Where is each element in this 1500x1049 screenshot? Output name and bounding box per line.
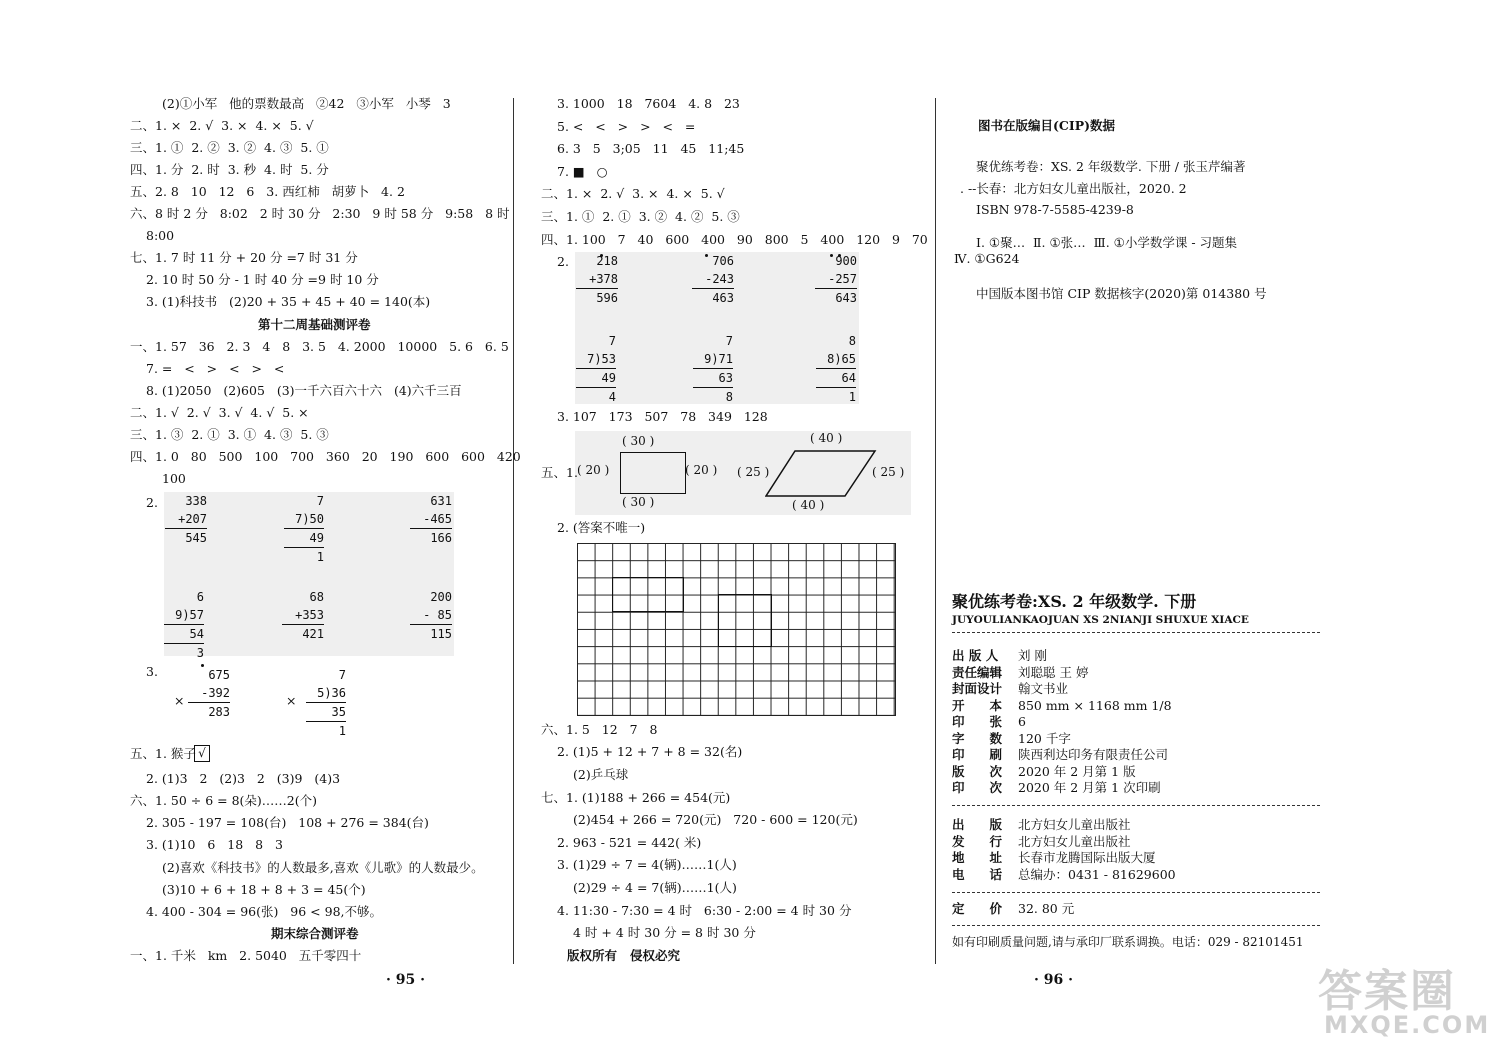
quality-notice: 如有印刷质量问题,请与承印厂联系调换。电话：029 - 82101451 (952, 935, 1304, 949)
answer-line: 三、1. ① 2. ② 3. ② 4. ③ 5. ① (130, 140, 329, 155)
vertical-calc (188, 666, 230, 721)
info-row (952, 681, 1172, 698)
calc-row: 63 (693, 368, 733, 387)
page-number-left: · 95 · (386, 972, 425, 988)
calc-row: 49 (576, 368, 616, 387)
calc-result: 421 (282, 624, 324, 643)
calc-row: 5)36 (317, 686, 346, 700)
calc-result: 115 (410, 624, 452, 643)
division-calc (284, 492, 324, 566)
calc-row: 35 (306, 702, 346, 721)
division-calc (306, 666, 346, 740)
info-row (952, 731, 1172, 748)
info-row (952, 780, 1172, 797)
info-row (952, 747, 1172, 764)
division-calc (164, 588, 204, 662)
price-info (952, 901, 1074, 918)
rect-top-label: ( 30 ) (622, 434, 655, 448)
info-row (952, 698, 1172, 715)
calc-row: 9)71 (704, 352, 733, 366)
answer-line: (2)①小军 他的票数最高 ②42 ③小军 小琴 3 (162, 96, 451, 111)
answer-line: 2. (1)5 + 12 + 7 + 8 = 32(名) (557, 744, 743, 759)
calc-result: 8 (693, 387, 733, 406)
answer-line: 100 (162, 471, 186, 486)
calc-result: 463 (692, 288, 734, 307)
division-calc (816, 332, 856, 406)
answer-line: 四、1. 分 2. 时 3. 秒 4. 时 5. 分 (130, 162, 329, 177)
divider (952, 632, 1320, 633)
info-value: 2020 年 2 月第 1 次印刷 (1018, 780, 1161, 795)
calc-result: 166 (410, 528, 452, 547)
answer-line: 四、1. 0 80 500 100 700 360 20 190 600 600 420 (130, 449, 521, 464)
answer-line: 6. 3 5 3;05 11 45 11;45 (557, 141, 745, 156)
calc-row: -243 (705, 272, 734, 286)
calc-row: 49 (284, 528, 324, 547)
calc-row: 64 (816, 368, 856, 387)
calc-result: 3 (164, 643, 204, 662)
info-key: 封面设计 (952, 681, 1003, 696)
cip-line: 中国版本图书馆 CIP 数据核字(2020)第 014380 号 (976, 286, 1267, 301)
answer-line: 3. (1)科技书 (2)20 + 35 + 45 + 40 = 140(本) (146, 294, 431, 309)
calc-result: 283 (188, 702, 230, 721)
calc-row: 7 (316, 494, 324, 508)
answer-line: 二、1. √ 2. √ 3. √ 4. √ 5. × (130, 405, 309, 420)
info-value: 6 (1018, 714, 1026, 729)
answer-line: 2. 963 - 521 = 442( 米) (557, 835, 702, 850)
calc-row: +378 (589, 272, 618, 286)
info-key: 电 话 (952, 866, 1003, 882)
info-value: 850 mm × 1168 mm 1/8 (1018, 697, 1172, 713)
answer-line: 七、1. (1)188 + 266 = 454(元) (541, 790, 731, 805)
divider (952, 925, 1320, 926)
vertical-calc (410, 588, 452, 643)
answer-line: 五、1. 猴子 (130, 746, 196, 761)
calc-row: 6 (196, 590, 204, 604)
answer-line: (2)454 + 266 = 720(元) 720 - 600 = 120(元) (573, 812, 858, 827)
info-value: 北方妇女儿童出版社 (1018, 817, 1131, 832)
calc-result: 596 (576, 288, 618, 307)
publication-info-body (952, 648, 1172, 797)
answer-line: (2)29 ÷ 4 = 7(辆)……1(人) (573, 880, 737, 895)
para-left-label: ( 25 ) (737, 465, 770, 479)
answer-line: 3. 1000 18 7604 4. 8 23 (557, 96, 740, 111)
answer-line: 2. (146, 495, 158, 510)
info-row (952, 648, 1172, 665)
info-key: 印 张 (952, 714, 1003, 729)
calc-row: 338 (185, 494, 207, 508)
answer-line: (3)10 + 6 + 18 + 8 + 3 = 45(个) (162, 882, 366, 897)
rectangle-shape (620, 452, 686, 494)
cross-mark: × (174, 693, 185, 708)
info-value: 长春市龙腾国际出版大厦 (1018, 850, 1156, 865)
answer-line: 8. (1)2050 (2)605 (3)一千六百六十六 (4)六千三百 (146, 383, 462, 398)
info-key: 印 次 (952, 780, 1003, 795)
watermark-logo: 答案圈 (1318, 966, 1456, 1017)
calc-row: 7)50 (295, 512, 324, 526)
section-title: 第十二周基础测评卷 (258, 317, 371, 332)
info-key: 出 版 人 (952, 648, 999, 663)
calc-row: 706 (712, 254, 734, 268)
watermark-url: MXQE.COM (1324, 1011, 1491, 1039)
answer-line: 二、1. × 2. √ 3. × 4. × 5. √ (130, 118, 314, 133)
publisher-info-body (952, 817, 1176, 883)
division-calc (693, 332, 733, 406)
answer-line: 4. 11:30 - 7:30 = 4 时 6:30 - 2:00 = 4 时 30 分 (557, 903, 852, 918)
vertical-calc (410, 492, 452, 547)
calc-row: 7)53 (587, 352, 616, 366)
info-key: 出 版 (952, 817, 1003, 832)
info-key: 开 本 (952, 697, 1003, 713)
divider (952, 892, 1320, 893)
cip-line: 聚优练考卷：XS. 2 年级数学. 下册 / 张玉芹编著 (976, 159, 1246, 174)
calc-row: 68 (309, 590, 324, 604)
answer-line: 2. (答案不唯一) (557, 520, 646, 535)
answer-line: 2. (557, 254, 569, 269)
answer-line: 七、1. 7 时 11 分 + 20 分 =7 时 31 分 (130, 250, 358, 265)
calc-result: 4 (576, 387, 616, 406)
rect-right-label: ( 20 ) (685, 463, 718, 477)
book-title: 聚优练考卷:XS. 2 年级数学. 下册 (952, 592, 1197, 611)
answer-line: 一、1. 57 36 2. 3 4 8 3. 5 4. 2000 10000 5. 6 6. 5 (130, 339, 509, 354)
calc-row: 631 (430, 494, 452, 508)
grid-square-answer (718, 594, 772, 647)
calc-result: 1 (284, 547, 324, 566)
answer-line: 2. 10 时 50 分 - 1 时 40 分 =9 时 10 分 (146, 272, 379, 287)
info-row (952, 834, 1176, 851)
calc-row: 675 (208, 668, 230, 682)
calc-result: 1 (306, 721, 346, 740)
answer-line: 3. (1)10 6 18 8 3 (146, 837, 283, 852)
book-pinyin: JUYOULIANKAOJUAN XS 2NIANJI SHUXUE XIACE (952, 614, 1249, 626)
cip-line: Ⅰ. ①聚… Ⅱ. ①张… Ⅲ. ①小学数学课 - 习题集 (976, 235, 1238, 250)
calc-row: 54 (164, 624, 204, 643)
vertical-calc (165, 492, 207, 547)
section-title: 期末综合测评卷 (271, 926, 359, 941)
answer-line: 5. < < > > < = (557, 119, 696, 134)
answer-line: 三、1. ① 2. ① 3. ② 4. ② 5. ③ (541, 209, 740, 224)
calc-row: 7 (608, 334, 616, 348)
price-value: 32. 80 元 (1018, 901, 1075, 916)
answer-line: 五、1. (541, 465, 578, 480)
info-row (952, 665, 1172, 682)
calc-row: 218 (596, 254, 618, 268)
answer-line: 六、1. 50 ÷ 6 = 8(朵)……2(个) (130, 793, 318, 808)
info-key: 字 数 (952, 730, 1003, 746)
publication-info (952, 648, 1172, 797)
calc-row: 8)65 (827, 352, 856, 366)
info-value: 陕西利达印务有限责任公司 (1018, 747, 1169, 762)
info-value: 刘 刚 (1018, 648, 1047, 663)
answer-line: (2)乒乓球 (573, 767, 629, 782)
answer-line: (2)喜欢《科技书》的人数最多,喜欢《儿歌》的人数最少。 (162, 860, 484, 875)
calc-row: 200 (430, 590, 452, 604)
calc-result: 545 (165, 528, 207, 547)
copyright-notice: 版权所有 侵权必究 (567, 948, 681, 963)
info-value: 北方妇女儿童出版社 (1018, 833, 1131, 849)
answer-line: 4 时 + 4 时 30 分 = 8 时 30 分 (573, 925, 756, 940)
answer-line: 三、1. ③ 2. ① 3. ① 4. ③ 5. ③ (130, 427, 329, 442)
answer-line: 一、1. 千米 km 2. 5040 五千零四十 (130, 948, 362, 963)
calc-result: 643 (815, 288, 857, 307)
answer-line: 7. ■ ○ (557, 164, 608, 179)
calc-row: 8 (848, 334, 856, 348)
grid-rectangle-answer (612, 577, 684, 612)
price-row (952, 901, 1074, 918)
calc-result: 1 (816, 387, 856, 406)
page-number-right: · 96 · (1034, 972, 1073, 988)
answer-line: 六、8 时 2 分 8:02 2 时 30 分 2:30 9 时 58 分 9:58 8 时 (130, 206, 510, 221)
answer-line: 二、1. × 2. √ 3. × 4. × 5. √ (541, 186, 725, 201)
answer-line: 4. 400 - 304 = 96(张) 96 < 98,不够。 (146, 904, 382, 919)
info-row (952, 714, 1172, 731)
column-divider-right (935, 98, 936, 964)
para-bottom-label: ( 40 ) (792, 498, 825, 512)
info-key: 责任编辑 (952, 664, 1003, 680)
vertical-calc (576, 252, 618, 307)
calc-row: +207 (178, 512, 207, 526)
info-row (952, 764, 1172, 781)
publisher-info (952, 817, 1176, 883)
calc-row: -392 (201, 686, 230, 700)
calc-row: 9)57 (175, 608, 204, 622)
calc-row: 7 (338, 668, 346, 682)
calc-row: 7 (725, 334, 733, 348)
answer-line: 3. (146, 664, 158, 679)
rect-left-label: ( 20 ) (577, 463, 610, 477)
info-row (952, 850, 1176, 867)
info-value: 总编办：0431 - 81629600 (1018, 866, 1176, 882)
info-key: 地 址 (952, 850, 1003, 865)
info-key: 版 次 (952, 763, 1003, 779)
checkbox-icon: √ (194, 745, 210, 762)
answer-line: 7. = < > < > < (146, 361, 285, 376)
answer-line: 六、1. 5 12 7 8 (541, 722, 658, 737)
info-key: 发 行 (952, 833, 1003, 849)
divider (952, 805, 1320, 806)
answer-line: 3. (1)29 ÷ 7 = 4(辆)……1(人) (557, 857, 737, 872)
info-row (952, 867, 1176, 884)
answer-line: 四、1. 100 7 40 600 400 90 800 5 400 120 9 70 (541, 232, 928, 247)
info-value: 翰文书业 (1018, 681, 1069, 696)
answer-line: 8:00 (146, 228, 175, 243)
para-right-label: ( 25 ) (872, 465, 905, 479)
info-row (952, 817, 1176, 834)
cip-title: 图书在版编目(CIP)数据 (978, 118, 1116, 133)
vertical-calc (692, 252, 734, 307)
vertical-calc (282, 588, 324, 643)
calc-row: -257 (828, 272, 857, 286)
info-value: 刘聪聪 王 婷 (1018, 664, 1089, 680)
answer-line: 2. 305 - 197 = 108(台) 108 + 276 = 384(台) (146, 815, 429, 830)
answer-line: 2. (1)3 2 (2)3 2 (3)9 (4)3 (146, 771, 341, 786)
cip-line: Ⅳ. ①G624 (954, 251, 1020, 266)
cross-mark: × (286, 693, 297, 708)
calc-row: -465 (423, 512, 452, 526)
answer-line: 五、2. 8 10 12 6 3. 西红柿 胡萝卜 4. 2 (130, 184, 405, 199)
column-divider-left (513, 98, 514, 964)
cip-line: ISBN 978-7-5585-4239-8 (976, 202, 1134, 217)
division-calc (576, 332, 616, 406)
vertical-calc (815, 252, 857, 307)
info-key: 印 刷 (952, 747, 1003, 762)
calc-row: - 85 (423, 608, 452, 622)
rect-bottom-label: ( 30 ) (622, 495, 655, 509)
info-value: 2020 年 2 月第 1 版 (1018, 763, 1136, 779)
answer-line: 3. 107 173 507 78 349 128 (557, 409, 768, 424)
calc-row: 900 (835, 254, 857, 268)
para-top-label: ( 40 ) (810, 431, 843, 445)
info-value: 120 千字 (1018, 730, 1071, 746)
calc-row: +353 (295, 608, 324, 622)
parallelogram-shape (765, 450, 877, 498)
cip-line: . --长春：北方妇女儿童出版社，2020. 2 (960, 181, 1187, 196)
price-key: 定 价 (952, 901, 1003, 916)
